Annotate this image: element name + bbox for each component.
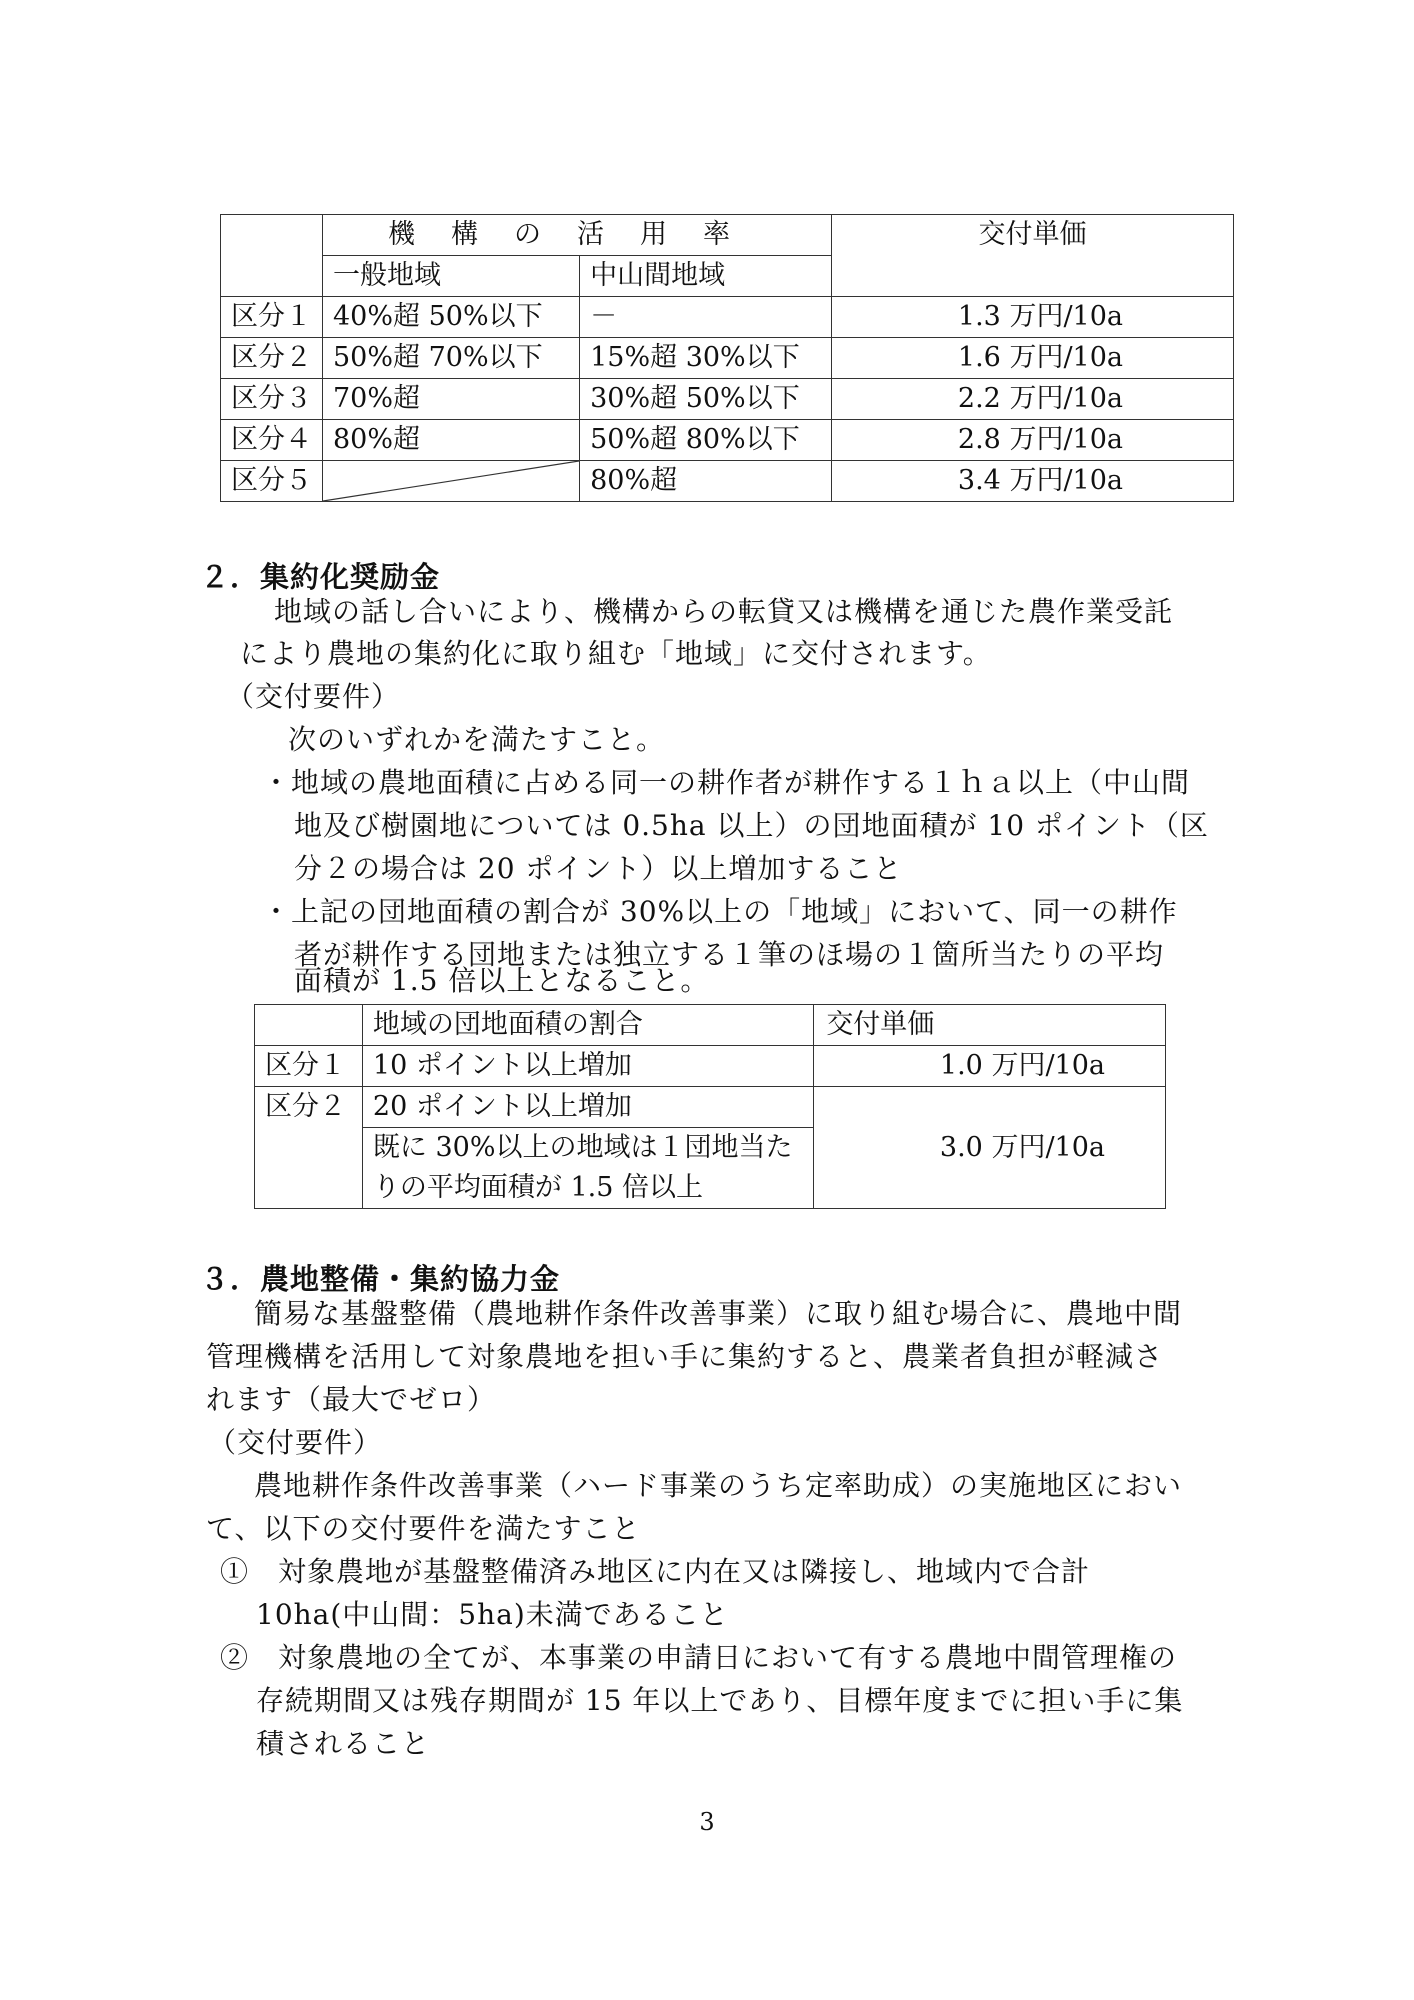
section3-item2-line1: ② 対象農地の全てが、本事業の申請日において有する農地中間管理権の — [220, 1641, 1178, 1674]
price-cell: 1.0 万円/10a — [814, 1046, 1166, 1087]
price-cell: 1.3 万円/10a — [831, 297, 1233, 338]
kubun-cell: 区分４ — [221, 420, 323, 461]
kubun-cell: 区分２ — [221, 338, 323, 379]
section2-intro-line2: により農地の集約化に取り組む「地域」に交付されます。 — [240, 637, 992, 670]
kubun-cell: 区分２ — [255, 1087, 363, 1209]
general-cell: 50%超 70%以下 — [323, 338, 580, 379]
mountain-cell: 50%超 80%以下 — [580, 420, 832, 461]
general-cell: 80%超 — [323, 420, 580, 461]
consolidation-rate-table — [254, 1004, 1166, 1209]
general-cell: 70%超 — [323, 379, 580, 420]
activity-rate-table — [220, 214, 1234, 502]
table2-corner-cell — [255, 1005, 363, 1046]
section2-bullet2-line2: 者が耕作する団地または独立する１筆のほ場の１箇所当たりの平均 — [294, 938, 1165, 971]
area-line: 既に 30%以上の地域は１団地当た — [372, 1132, 793, 1163]
table-row — [221, 420, 1234, 461]
section3-intro-line1: 簡易な基盤整備（農地耕作条件改善事業）に取り組む場合に、農地中間 — [254, 1297, 1183, 1330]
section2-requirements-label: （交付要件） — [226, 680, 401, 713]
table1-corner-cell — [221, 215, 323, 297]
table-row — [255, 1087, 1166, 1128]
section2-bullet1-line1: ・地域の農地面積に占める同一の耕作者が耕作する１ｈａ以上（中山間 — [262, 766, 1191, 799]
section3-requirements-line2: て、以下の交付要件を満たすこと — [206, 1512, 641, 1545]
section3-item1-line1: ① 対象農地が基盤整備済み地区に内在又は隣接し、地域内で合計 — [220, 1555, 1091, 1588]
section2-bullet2-line1: ・上記の団地面積の割合が 30%以上の「地域」において、同一の耕作 — [262, 895, 1178, 928]
table1-sub-general: 一般地域 — [323, 256, 580, 297]
section3-intro-line2: 管理機構を活用して対象農地を担い手に集約すると、農業者負担が軽減さ — [206, 1340, 1164, 1373]
mountain-cell: 30%超 50%以下 — [580, 379, 832, 420]
table1-sub-mountain: 中山間地域 — [580, 256, 832, 297]
area-line: りの平均面積が 1.5 倍以上 — [372, 1172, 704, 1203]
section2-heading: ２．集約化奨励金 — [200, 560, 441, 594]
empty-diagonal-cell — [323, 461, 580, 502]
section3-intro-line3: れます（最大でゼロ） — [206, 1383, 497, 1416]
table1-header-main: 機構の活用率 — [323, 215, 832, 256]
mountain-cell: 80%超 — [580, 461, 832, 502]
section2-intro-line1: 地域の話し合いにより、機構からの転貸又は機構を通じた農作業受託 — [274, 595, 1174, 628]
kubun-cell: 区分１ — [221, 297, 323, 338]
section2-requirements-lead: 次のいずれかを満たすこと。 — [288, 723, 666, 756]
page-number: 3 — [699, 1808, 715, 1836]
diagonal-line — [323, 461, 579, 501]
table1-header-price: 交付単価 — [831, 215, 1233, 297]
section3-requirements-label: （交付要件） — [208, 1426, 383, 1459]
section2-bullet1-line3: 分２の場合は 20 ポイント）以上増加すること — [294, 852, 903, 885]
mountain-cell: 15%超 30%以下 — [580, 338, 832, 379]
table-row — [221, 297, 1234, 338]
kubun-cell: 区分１ — [255, 1046, 363, 1087]
price-cell: 3.4 万円/10a — [831, 461, 1233, 502]
price-cell: 2.8 万円/10a — [831, 420, 1233, 461]
section3-requirements-line1: 農地耕作条件改善事業（ハード事業のうち定率助成）の実施地区におい — [254, 1469, 1183, 1502]
section3-item1-line2: 10ha(中山間：5ha)未満であること — [256, 1598, 729, 1631]
general-cell: 40%超 50%以下 — [323, 297, 580, 338]
section3-item2-line3: 積されること — [256, 1727, 431, 1760]
section2-bullet2-line3: 面積が 1.5 倍以上となること。 — [294, 964, 710, 997]
price-cell: 2.2 万円/10a — [831, 379, 1233, 420]
section3-heading: ３．農地整備・集約協力金 — [200, 1262, 561, 1296]
price-cell: 3.0 万円/10a — [814, 1087, 1166, 1209]
area-cell-multiline — [362, 1128, 813, 1209]
price-cell: 1.6 万円/10a — [831, 338, 1233, 379]
table-row — [221, 461, 1234, 502]
table-row — [255, 1046, 1166, 1087]
section2-bullet1-line2: 地及び樹園地については 0.5ha 以上）の団地面積が 10 ポイント（区 — [294, 809, 1209, 842]
table-row — [221, 338, 1234, 379]
mountain-cell: － — [580, 297, 832, 338]
table-row — [221, 379, 1234, 420]
table2-header-price: 交付単価 — [814, 1005, 1166, 1046]
section3-item2-line2: 存続期間又は残存期間が 15 年以上であり、目標年度までに担い手に集 — [256, 1684, 1184, 1717]
area-cell: 10 ポイント以上増加 — [362, 1046, 813, 1087]
area-cell: 20 ポイント以上増加 — [362, 1087, 813, 1128]
kubun-cell: 区分３ — [221, 379, 323, 420]
table2-header-area: 地域の団地面積の割合 — [362, 1005, 813, 1046]
kubun-cell: 区分５ — [221, 461, 323, 502]
